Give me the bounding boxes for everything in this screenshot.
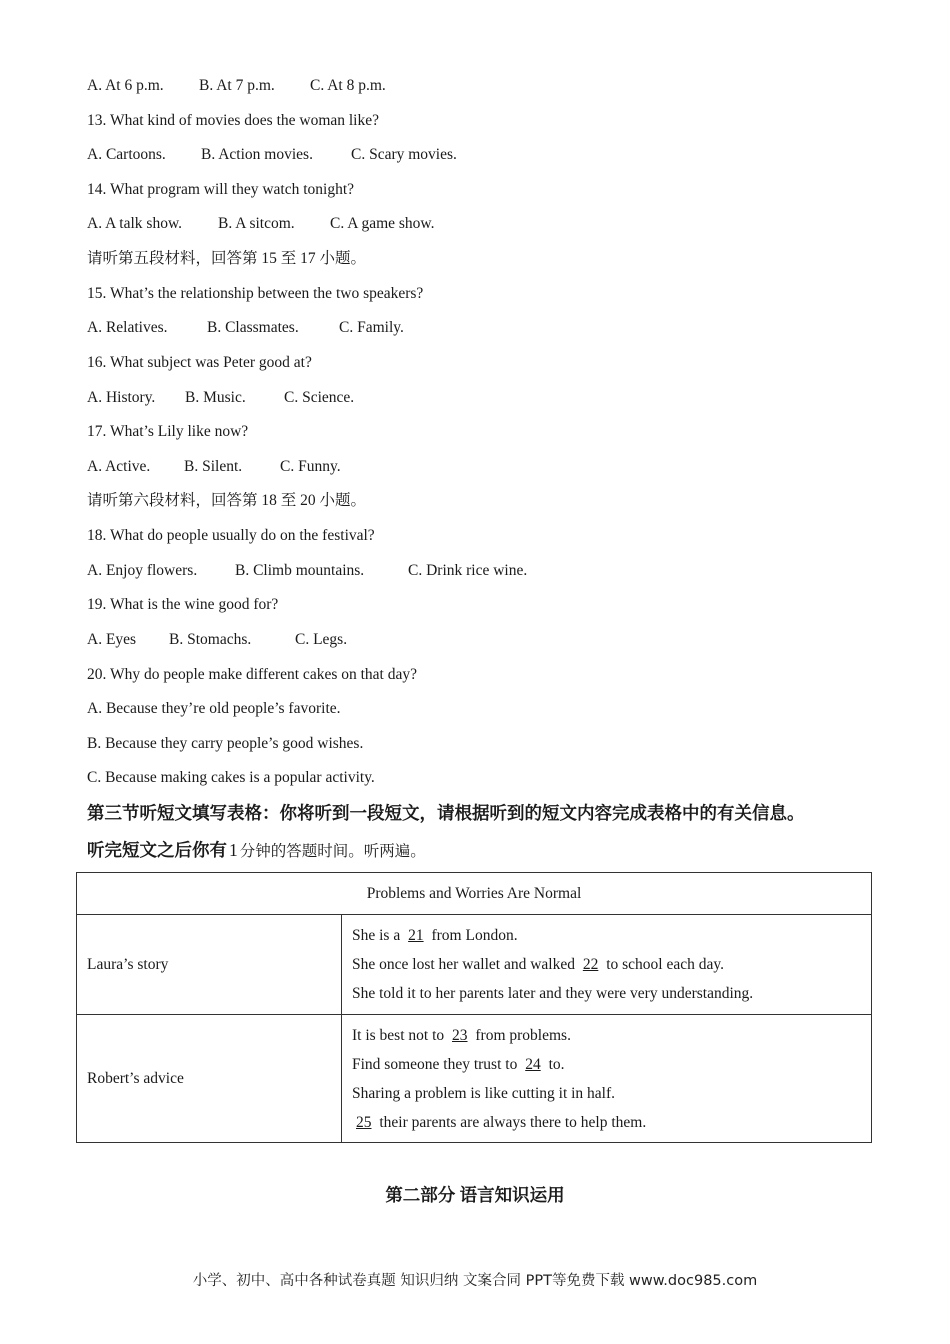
row-label: Robert’s advice xyxy=(77,1015,342,1143)
option-c: C. Funny. xyxy=(280,458,341,475)
line-options-12 xyxy=(87,76,386,96)
content-line: 25 their parents are always there to help them. xyxy=(352,1108,861,1137)
option-20-c: C. Because making cakes is a popular activity. xyxy=(87,769,375,786)
option-a: A. A talk show. xyxy=(87,215,183,232)
question-18: 18. What do people usually do on the festival? xyxy=(87,527,375,544)
question-15: 15. What’s the relationship between the two speakers? xyxy=(87,285,424,302)
line-options-16 xyxy=(87,388,354,408)
line-options-15 xyxy=(87,318,404,338)
answer-blank-24: 24 xyxy=(525,1055,541,1073)
option-a: A. Cartoons. xyxy=(87,146,166,163)
option-a: A. Active. xyxy=(87,458,151,475)
question-17: 17. What’s Lily like now? xyxy=(87,423,249,440)
table-title-row xyxy=(77,873,872,915)
option-b: B. Stomachs. xyxy=(169,631,252,648)
section3-minutes: 1 xyxy=(229,840,238,860)
line-options-18 xyxy=(87,561,527,581)
section3-instruction-line1: 第三节听短文填写表格：你将听到一段短文，请根据听到的短文内容完成表格中的有关信息。 xyxy=(87,803,805,823)
table-row-robert xyxy=(77,1015,872,1143)
table-row-laura xyxy=(77,915,872,1015)
option-b: B. Climb mountains. xyxy=(235,562,365,579)
content-line: Sharing a problem is like cutting it in half. xyxy=(352,1084,616,1102)
option-a: A. Eyes xyxy=(87,631,137,648)
row-content xyxy=(342,1015,872,1143)
option-c: C. A game show. xyxy=(330,215,435,232)
content-line: It is best not to 23 from problems. xyxy=(352,1026,571,1044)
line-options-14 xyxy=(87,214,434,234)
option-b: B. Silent. xyxy=(184,458,243,475)
answer-blank-22: 22 xyxy=(582,956,599,973)
content-line: She is a 21 from London. xyxy=(352,927,518,944)
option-b: B. Music. xyxy=(185,389,246,406)
section3-rest-text: 分钟的答题时间。听两遍。 xyxy=(239,843,426,860)
option-c: C. Science. xyxy=(284,389,355,406)
option-a: A. Enjoy flowers. xyxy=(87,562,198,579)
part-two-heading: 第二部分 语言知识运用 xyxy=(385,1185,565,1205)
question-14: 14. What program will they watch tonight? xyxy=(87,181,355,198)
option-a: A. At 6 p.m. xyxy=(87,77,164,94)
option-c: C. Family. xyxy=(339,319,404,336)
option-c: C. Legs. xyxy=(295,631,348,648)
question-20: 20. Why do people make different cakes on that day? xyxy=(87,666,417,683)
listening-table xyxy=(76,872,872,1143)
section-instruction-5: 请听第五段材料，回答第 15 至 17 小题。 xyxy=(87,250,367,267)
answer-blank-23: 23 xyxy=(452,1026,468,1044)
section3-bold-text: 听完短文之后你有 xyxy=(87,840,227,860)
option-c: C. At 8 p.m. xyxy=(310,77,386,94)
section-instruction-6: 请听第六段材料，回答第 18 至 20 小题。 xyxy=(87,492,367,509)
question-19: 19. What is the wine good for? xyxy=(87,596,279,613)
question-16: 16. What subject was Peter good at? xyxy=(87,354,312,371)
line-options-13 xyxy=(87,145,457,165)
line-options-17 xyxy=(87,457,341,477)
line-options-19 xyxy=(87,630,347,650)
option-20-a: A. Because they’re old people’s favorite. xyxy=(87,700,341,717)
row-label: Laura’s story xyxy=(77,915,342,1015)
option-c: C. Drink rice wine. xyxy=(408,562,528,579)
content-line: She told it to her parents later and they were very understanding. xyxy=(352,985,754,1002)
option-b: B. At 7 p.m. xyxy=(199,77,275,94)
table-title: Problems and Worries Are Normal xyxy=(77,873,872,915)
section3-instruction-line2 xyxy=(87,840,426,862)
answer-blank-21: 21 xyxy=(408,927,424,944)
option-a: A. Relatives. xyxy=(87,319,168,336)
answer-blank-25: 25 xyxy=(356,1113,372,1131)
page-footer: 小学、初中、高中各种试卷真题 知识归纳 文案合同 PPT等免费下载 www.doc985.com xyxy=(192,1273,758,1289)
option-20-b: B. Because they carry people’s good wishes. xyxy=(87,735,364,752)
option-a: A. History. xyxy=(87,389,156,406)
option-b: B. Action movies. xyxy=(201,146,313,163)
option-c: C. Scary movies. xyxy=(351,146,457,163)
content-line: She once lost her wallet and walked 22 to school each day. xyxy=(352,956,725,973)
row-content xyxy=(342,915,872,1015)
option-b: B. A sitcom. xyxy=(218,215,295,232)
question-13: 13. What kind of movies does the woman like? xyxy=(87,112,380,129)
option-b: B. Classmates. xyxy=(207,319,299,336)
content-line: Find someone they trust to 24 to. xyxy=(352,1055,565,1073)
